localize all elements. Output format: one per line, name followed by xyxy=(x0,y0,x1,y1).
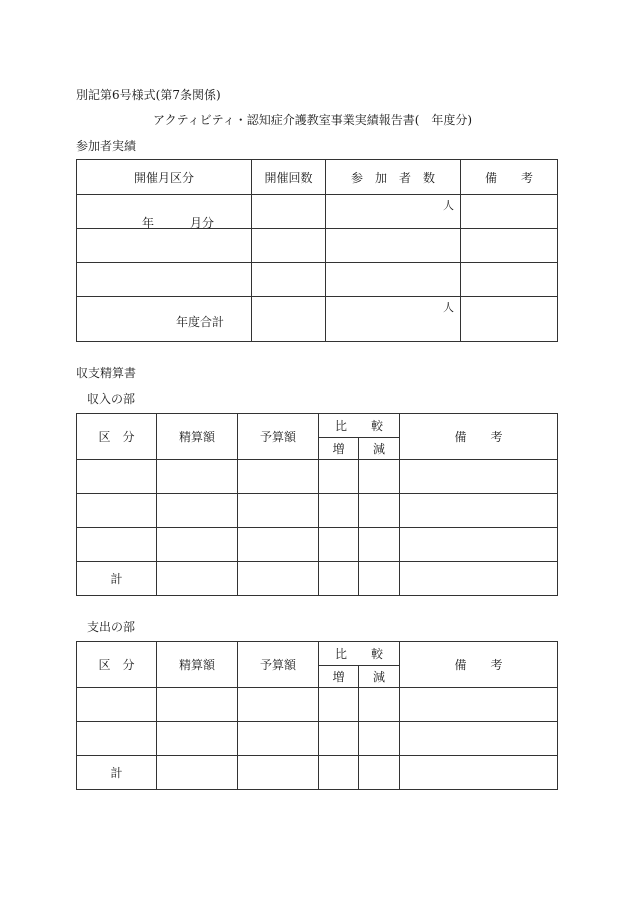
income-settled-cell[interactable] xyxy=(157,528,238,562)
table-row xyxy=(77,494,558,528)
participants-header-row xyxy=(77,160,558,195)
income-decrease-cell[interactable] xyxy=(359,494,400,528)
header-month-category: 開催月区分 xyxy=(77,160,252,195)
expense-header-row xyxy=(77,642,558,666)
expense-total-label: 計 xyxy=(77,756,157,790)
expense-header-increase: 増 xyxy=(319,666,359,688)
expense-header-decrease: 減 xyxy=(359,666,400,688)
page-title: アクティビティ・認知症介護教室事業実績報告書( 年度分) xyxy=(153,113,473,127)
income-increase-cell[interactable] xyxy=(319,460,359,494)
income-settled-cell[interactable] xyxy=(157,494,238,528)
income-remarks-cell[interactable] xyxy=(400,494,558,528)
expense-total-remarks-cell[interactable] xyxy=(400,756,558,790)
income-header-settled: 精算額 xyxy=(157,414,238,460)
total-participant-count-cell[interactable] xyxy=(326,297,461,342)
expense-total-budget-cell[interactable] xyxy=(238,756,319,790)
income-header-budget: 予算額 xyxy=(238,414,319,460)
total-remarks-cell[interactable] xyxy=(461,297,558,342)
expense-decrease-cell[interactable] xyxy=(359,722,400,756)
income-category-cell[interactable] xyxy=(77,460,157,494)
table-row xyxy=(77,195,558,229)
participants-section-title: 参加者実績 xyxy=(76,139,137,153)
total-session-count-cell[interactable] xyxy=(252,297,326,342)
total-person-unit: 人 xyxy=(443,301,454,314)
header-session-count: 開催回数 xyxy=(252,160,326,195)
expense-remarks-cell[interactable] xyxy=(400,722,558,756)
income-remarks-cell[interactable] xyxy=(400,460,558,494)
table-row xyxy=(77,229,558,263)
expense-header-category: 区 分 xyxy=(77,642,157,688)
session-count-cell[interactable] xyxy=(252,263,326,297)
expense-header-budget: 予算額 xyxy=(238,642,319,688)
income-total-row xyxy=(77,562,558,596)
income-header-comparison: 比 較 xyxy=(319,414,400,438)
table-row xyxy=(77,722,558,756)
month-label: 年 月分 xyxy=(142,216,215,230)
table-row xyxy=(77,263,558,297)
expense-total-increase-cell[interactable] xyxy=(319,756,359,790)
expense-budget-cell[interactable] xyxy=(238,688,319,722)
expense-budget-cell[interactable] xyxy=(238,722,319,756)
expense-settled-cell[interactable] xyxy=(157,688,238,722)
remarks-cell[interactable] xyxy=(461,263,558,297)
form-number: 別記第6号様式(第7条関係) xyxy=(76,88,221,102)
income-header-row xyxy=(77,414,558,438)
income-decrease-cell[interactable] xyxy=(359,528,400,562)
income-settled-cell[interactable] xyxy=(157,460,238,494)
expense-settled-cell[interactable] xyxy=(157,722,238,756)
total-row xyxy=(77,297,558,342)
income-remarks-cell[interactable] xyxy=(400,528,558,562)
table-row xyxy=(77,528,558,562)
person-unit: 人 xyxy=(443,199,454,212)
income-total-increase-cell[interactable] xyxy=(319,562,359,596)
table-row xyxy=(77,688,558,722)
expense-header-settled: 精算額 xyxy=(157,642,238,688)
expense-increase-cell[interactable] xyxy=(319,722,359,756)
expense-header-remarks: 備 考 xyxy=(400,642,558,688)
income-budget-cell[interactable] xyxy=(238,494,319,528)
participant-count-cell[interactable] xyxy=(326,195,461,229)
remarks-cell[interactable] xyxy=(461,195,558,229)
expense-increase-cell[interactable] xyxy=(319,688,359,722)
income-category-cell[interactable] xyxy=(77,528,157,562)
participants-table xyxy=(76,159,558,342)
expense-decrease-cell[interactable] xyxy=(359,688,400,722)
income-header-category: 区 分 xyxy=(77,414,157,460)
income-category-cell[interactable] xyxy=(77,494,157,528)
expense-table xyxy=(76,641,558,790)
participant-count-cell[interactable] xyxy=(326,263,461,297)
header-participant-count: 参 加 者 数 xyxy=(326,160,461,195)
participant-count-cell[interactable] xyxy=(326,229,461,263)
month-cell[interactable] xyxy=(77,195,252,229)
expense-total-row xyxy=(77,756,558,790)
session-count-cell[interactable] xyxy=(252,195,326,229)
income-increase-cell[interactable] xyxy=(319,494,359,528)
header-remarks: 備 考 xyxy=(461,160,558,195)
month-cell[interactable] xyxy=(77,229,252,263)
income-budget-cell[interactable] xyxy=(238,460,319,494)
income-decrease-cell[interactable] xyxy=(359,460,400,494)
income-total-label: 計 xyxy=(77,562,157,596)
expense-category-cell[interactable] xyxy=(77,722,157,756)
remarks-cell[interactable] xyxy=(461,229,558,263)
expense-total-settled-cell[interactable] xyxy=(157,756,238,790)
income-budget-cell[interactable] xyxy=(238,528,319,562)
settlement-section-title: 収支精算書 xyxy=(76,366,137,380)
expense-header-comparison: 比 較 xyxy=(319,642,400,666)
income-section-title: 収入の部 xyxy=(87,392,136,406)
total-label-cell xyxy=(77,297,252,342)
income-header-decrease: 減 xyxy=(359,438,400,460)
table-row xyxy=(77,460,558,494)
expense-section-title: 支出の部 xyxy=(87,620,136,634)
income-table xyxy=(76,413,558,596)
total-label: 年度合計 xyxy=(176,315,225,329)
expense-total-decrease-cell[interactable] xyxy=(359,756,400,790)
income-total-budget-cell[interactable] xyxy=(238,562,319,596)
month-cell[interactable] xyxy=(77,263,252,297)
expense-category-cell[interactable] xyxy=(77,688,157,722)
expense-remarks-cell[interactable] xyxy=(400,688,558,722)
income-header-increase: 増 xyxy=(319,438,359,460)
income-increase-cell[interactable] xyxy=(319,528,359,562)
income-total-remarks-cell[interactable] xyxy=(400,562,558,596)
income-header-remarks: 備 考 xyxy=(400,414,558,460)
session-count-cell[interactable] xyxy=(252,229,326,263)
income-total-decrease-cell[interactable] xyxy=(359,562,400,596)
income-total-settled-cell[interactable] xyxy=(157,562,238,596)
